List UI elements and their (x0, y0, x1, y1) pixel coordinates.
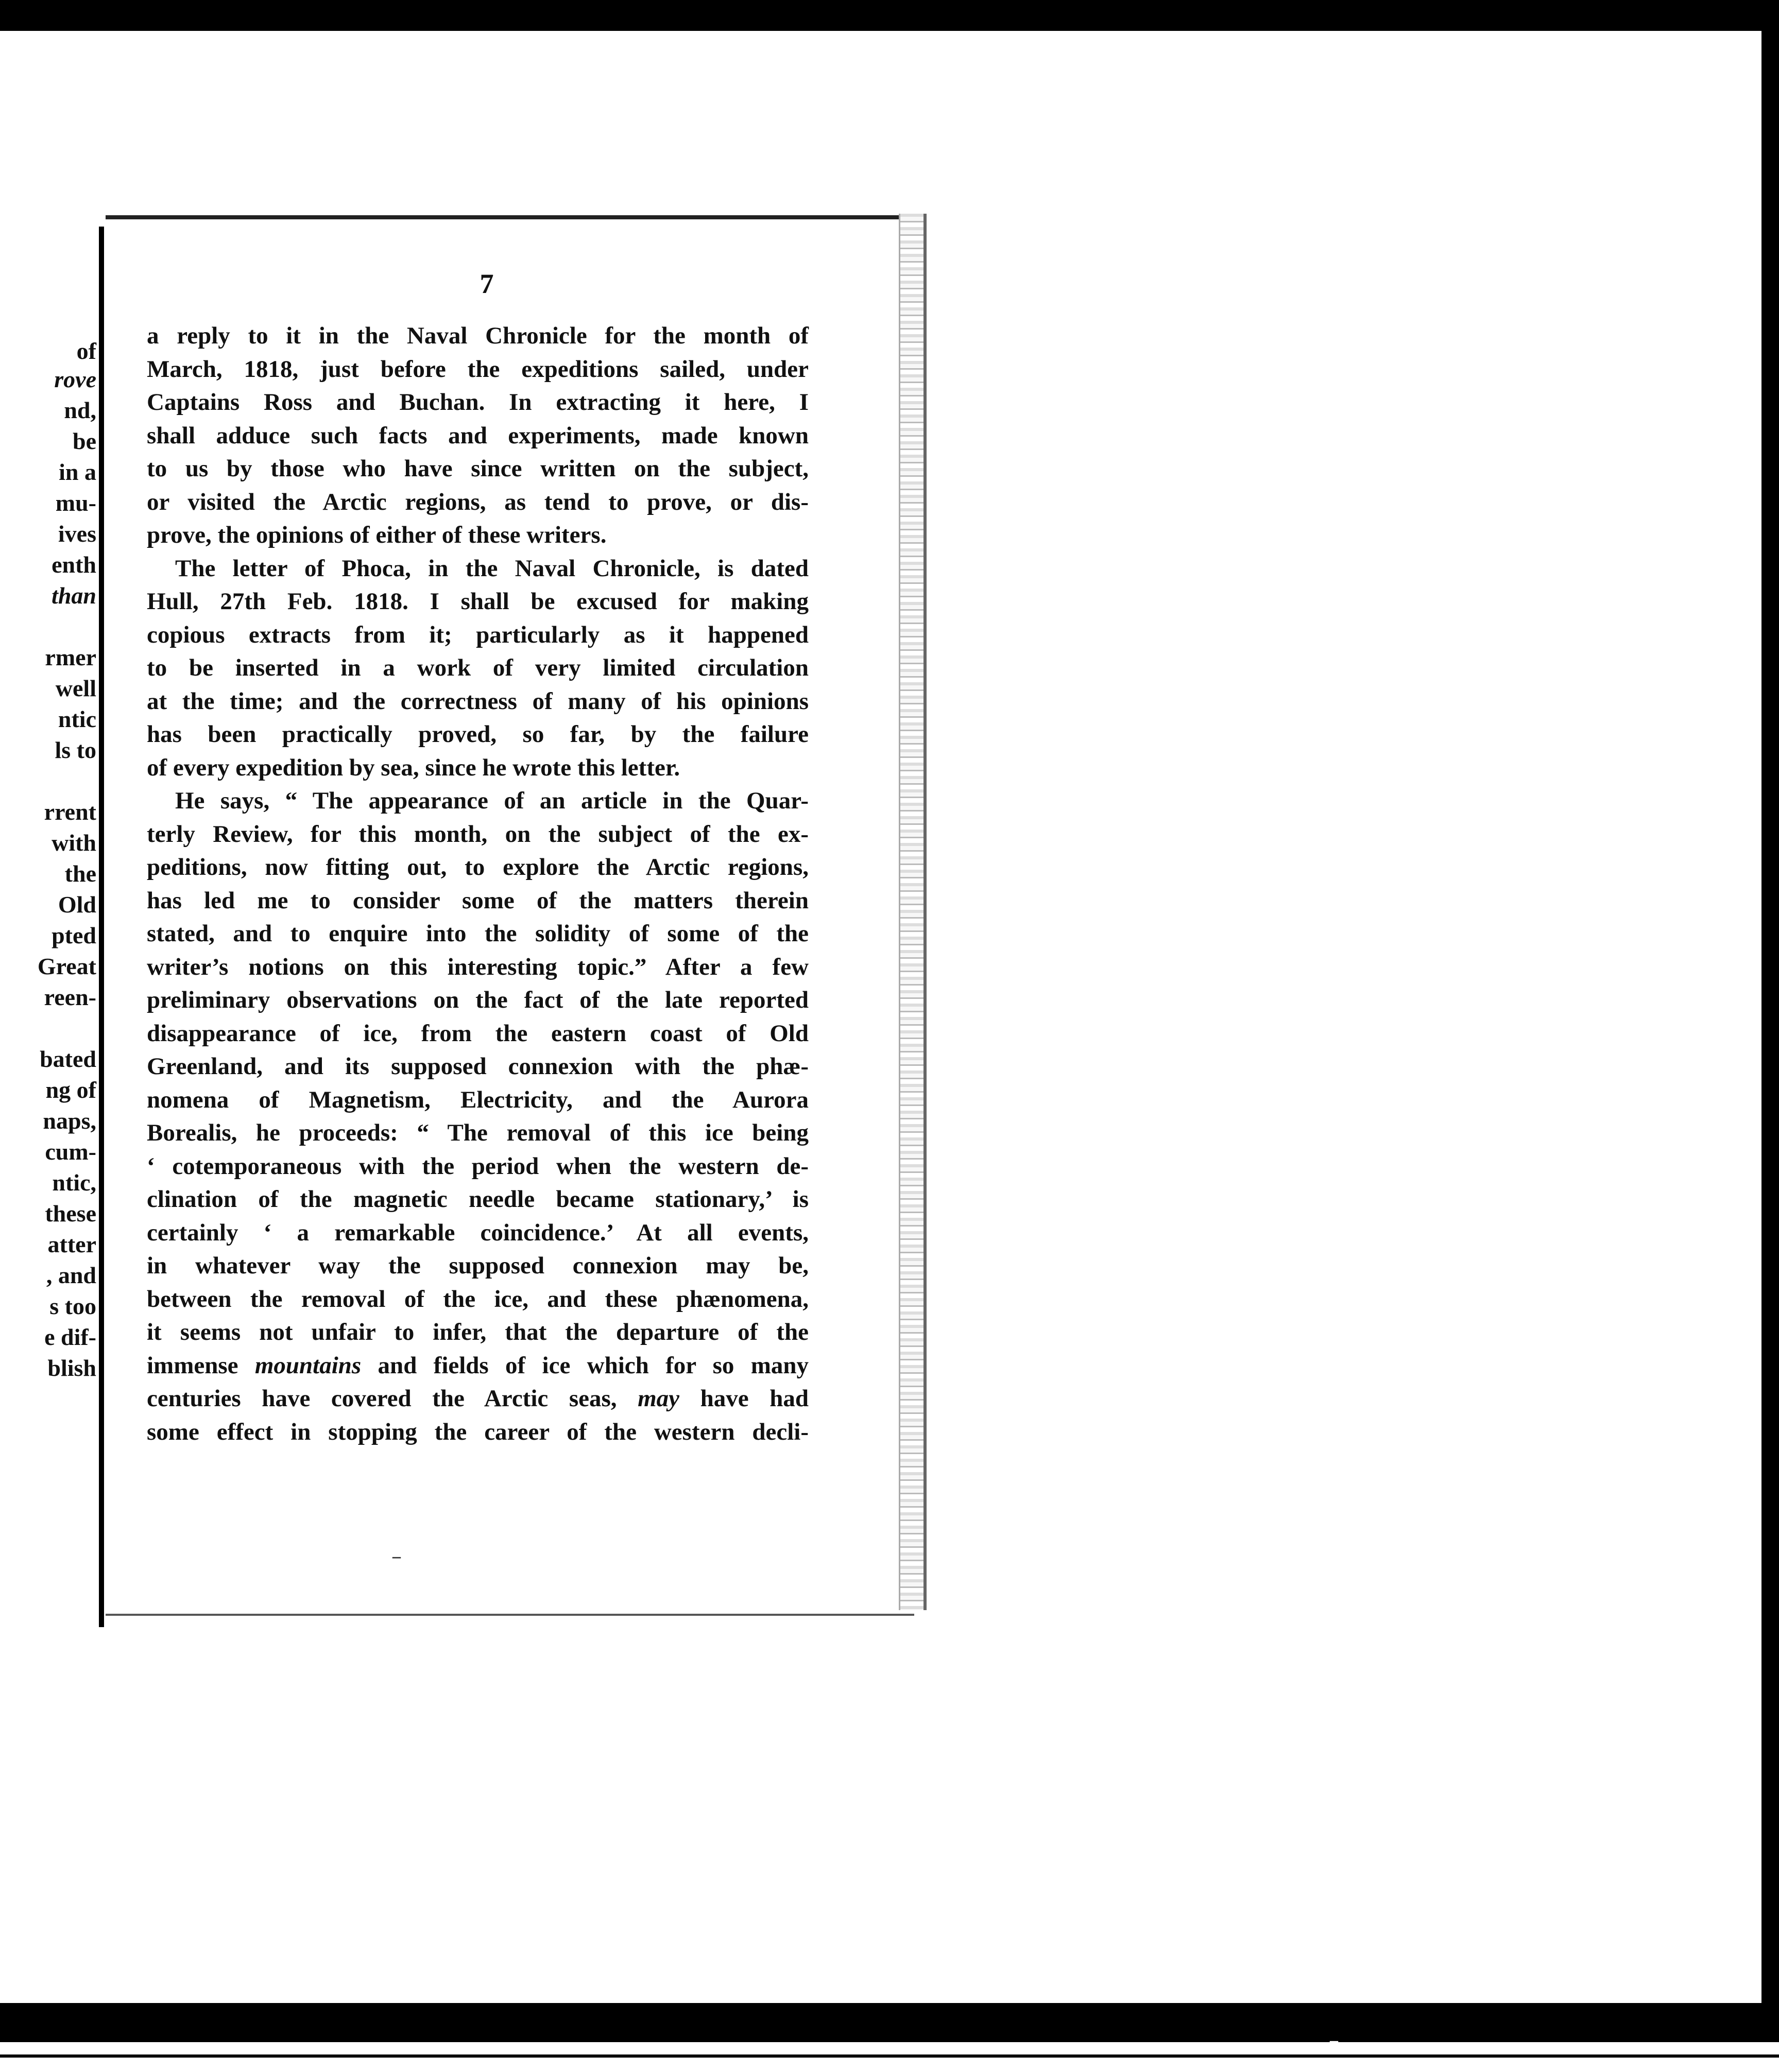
book-spine (99, 227, 104, 1627)
left-page-line-end: , and (46, 1262, 96, 1288)
left-page-line-end: blish (47, 1355, 96, 1381)
scan-border-top (0, 0, 1779, 31)
italic-text-run: may (638, 1385, 680, 1412)
text-line: terly Review, for this month, on the subject of the ex- (147, 821, 809, 848)
text-line: at the time; and the correctness of many of his opinions (147, 688, 809, 715)
text-line: Greenland, and its supposed connexion with the phæ- (147, 1053, 809, 1080)
scan-border-bottom (0, 2003, 1779, 2042)
text-line: of every expedition by sea, since he wrote this letter. (147, 754, 680, 781)
left-page-line-end: mu- (55, 490, 96, 516)
text-line: copious extracts from it; particularly as it happened (147, 621, 809, 648)
text-line: stated, and to enquire into the solidity of some of the (147, 920, 809, 947)
text-run: have had (679, 1385, 809, 1412)
text-line: The letter of Phoca, in the Naval Chronicle, is dated (175, 555, 809, 582)
text-line: disappearance of ice, from the eastern coast of Old (147, 1020, 809, 1047)
text-line: some effect in stopping the career of the western decli- (147, 1419, 809, 1445)
text-line: has been practically proved, so far, by the failure (147, 721, 809, 748)
text-run: immense (147, 1352, 255, 1379)
page-edge (899, 214, 927, 1610)
text-line: or visited the Arctic regions, as tend to prove, or dis- (147, 489, 809, 515)
text-line: certainly ‘ a remarkable coincidence.’ At all events, (147, 1219, 809, 1246)
text-line: ‘ cotemporaneous with the period when the western de- (147, 1153, 809, 1180)
stray-mark: – (391, 1545, 402, 1568)
page-number: 7 (480, 268, 494, 299)
left-page-line-end: these (45, 1200, 96, 1227)
text-line: Borealis, he proceeds: “ The removal of this ice being (147, 1119, 809, 1146)
left-page-line-end: Great (37, 953, 96, 979)
left-page-line-end: reen- (44, 984, 96, 1010)
left-page-line-end: enth (52, 551, 96, 578)
left-page-line-end: pted (52, 922, 96, 948)
left-page-line-end: be (73, 428, 96, 454)
text-line: peditions, now fitting out, to explore the Arctic regions, (147, 854, 809, 880)
text-run: centuries have covered the Arctic seas, (147, 1385, 638, 1412)
text-line: to us by those who have since written on the subject, (147, 455, 809, 482)
text-line: Hull, 27th Feb. 1818. I shall be excused for making (147, 588, 809, 615)
scan-border-bottom-line (0, 2054, 1779, 2058)
left-page-line-end: ives (58, 521, 96, 547)
text-line: it seems not unfair to infer, that the departure of the (147, 1319, 809, 1345)
text-line (147, 1349, 809, 1382)
text-line: prove, the opinions of either of these writers. (147, 522, 607, 548)
text-line: clination of the magnetic needle became stationary,’ is (147, 1186, 809, 1213)
text-line: writer’s notions on this interesting topic.” After a few (147, 954, 809, 980)
left-page-line-end: bated (40, 1046, 96, 1072)
text-line: between the removal of the ice, and these phænomena, (147, 1286, 809, 1313)
left-page-line-end: rove (54, 366, 96, 392)
left-page-line-end: Old (58, 891, 96, 918)
left-page-line-end: rmer (45, 644, 96, 670)
text-line: He says, “ The appearance of an article in the Quar- (175, 787, 809, 814)
text-line: a reply to it in the Naval Chronicle for the month of (147, 322, 809, 349)
left-page-line-end: nd, (64, 397, 96, 423)
left-page-line-end: rrent (44, 799, 96, 825)
text-line: has led me to consider some of the matters therein (147, 887, 809, 914)
text-line: Captains Ross and Buchan. In extracting it here, I (147, 389, 809, 416)
text-line: shall adduce such facts and experiments, made known (147, 422, 809, 449)
text-line: nomena of Magnetism, Electricity, and the Aurora (147, 1086, 809, 1113)
text-line: to be inserted in a work of very limited circulation (147, 654, 809, 681)
stray-mark: – (1329, 2029, 1339, 2052)
left-page-line-end: atter (47, 1231, 96, 1257)
left-page-line-end: of (76, 338, 96, 364)
text-line (147, 1382, 809, 1415)
scan-border-right (1761, 0, 1779, 2018)
italic-text-run: mountains (254, 1352, 362, 1379)
text-line: preliminary observations on the fact of the late reported (147, 987, 809, 1013)
left-page-line-end: ntic (58, 706, 96, 732)
left-page-line-end: in a (59, 459, 96, 485)
left-page-line-end: naps, (43, 1108, 96, 1134)
left-page-line-end: ls to (55, 737, 96, 763)
left-page-fragment (0, 221, 106, 1622)
text-run: and fields of ice which for so many (361, 1352, 809, 1379)
text-line: in whatever way the supposed connexion may be, (147, 1252, 809, 1279)
text-line: March, 1818, just before the expeditions sailed, under (147, 356, 809, 383)
left-page-line-end: the (64, 860, 96, 887)
left-page-line-end: s too (49, 1293, 96, 1319)
left-page-line-end: cum- (45, 1138, 96, 1165)
left-page-line-end: with (52, 830, 96, 856)
left-page-line-end: ng of (45, 1077, 96, 1103)
left-page-line-end: ntic, (52, 1169, 96, 1196)
left-page-line-end: well (55, 675, 96, 701)
left-page-line-end: e dif- (44, 1324, 96, 1350)
left-page-line-end: than (52, 582, 96, 609)
